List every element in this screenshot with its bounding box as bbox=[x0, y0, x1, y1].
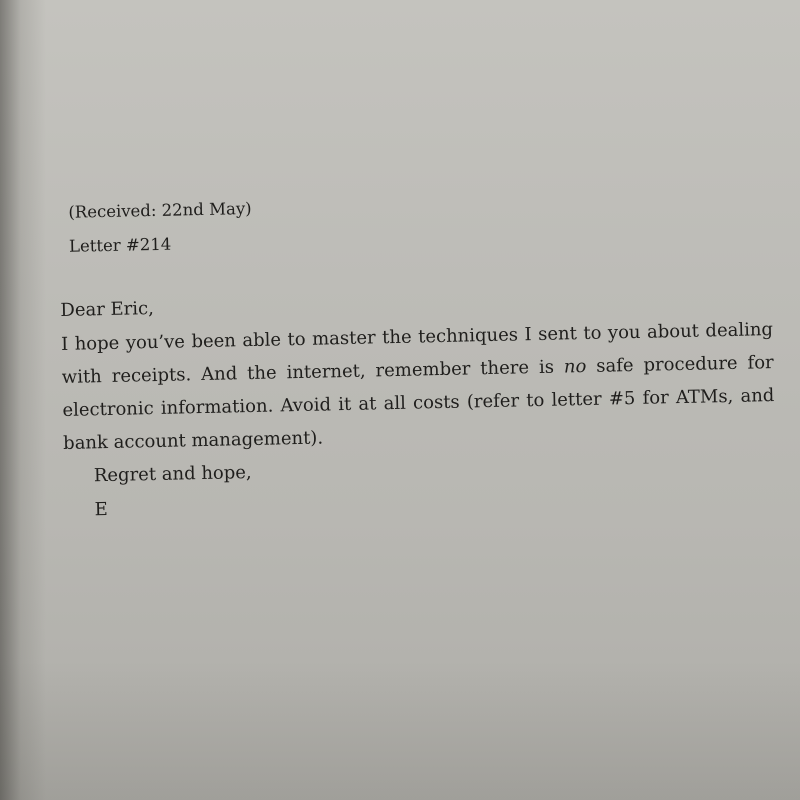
letter-body-part2: safe procedure for electronic information. Avoid it at all costs (refer to letter #5 for ATMs, and bank account management). bbox=[62, 352, 775, 454]
letter-block bbox=[58, 181, 777, 528]
closing: Regret and hope, bbox=[93, 462, 252, 487]
letter-body-part1: I hope you’ve been able to master the techniques I sent to you about dealing with receipts. And the internet, remember there is bbox=[60, 319, 774, 388]
signature: E bbox=[94, 499, 108, 521]
letter-number: Letter #214 bbox=[68, 234, 172, 256]
letter-body-emphasis: no bbox=[563, 355, 587, 378]
salutation: Dear Eric, bbox=[60, 298, 155, 321]
letter-body bbox=[61, 313, 776, 460]
received-date: (Received: 22nd May) bbox=[68, 198, 252, 222]
